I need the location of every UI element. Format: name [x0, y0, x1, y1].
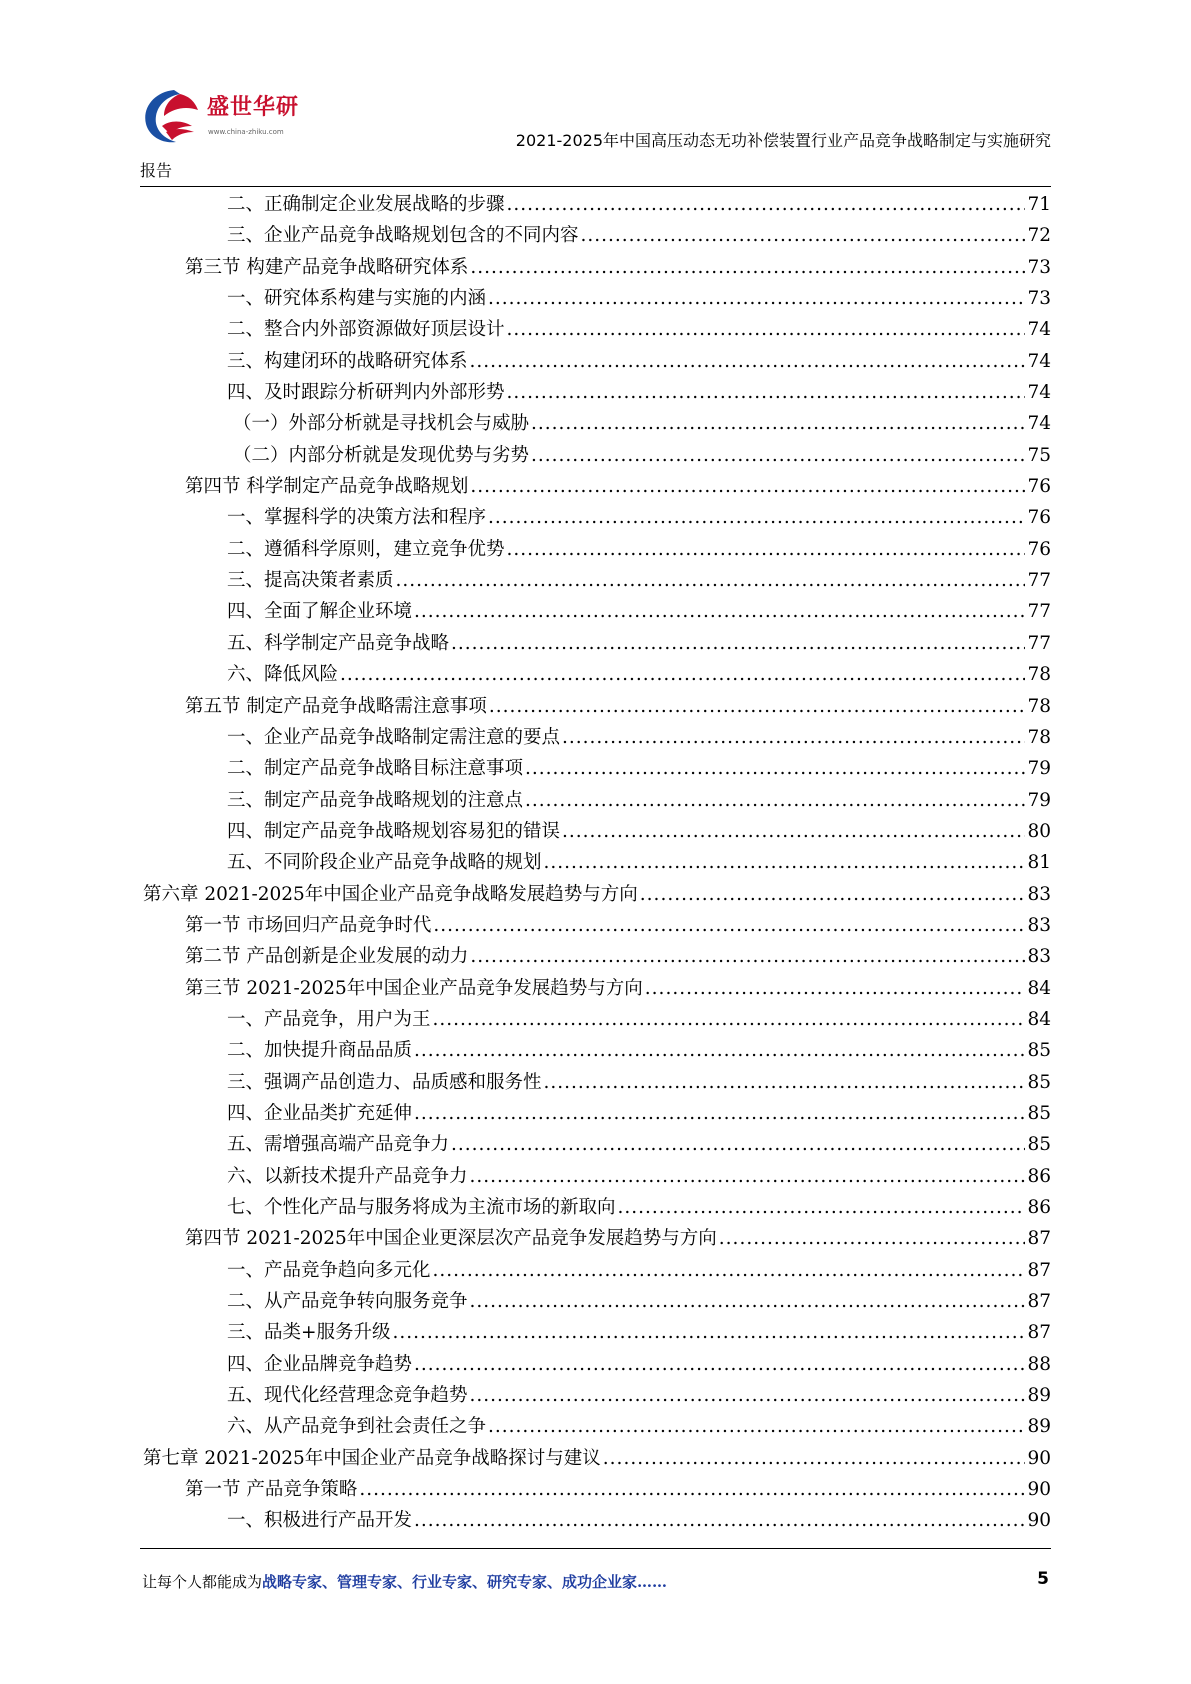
toc-entry[interactable] [143, 596, 1051, 627]
toc-leader-dots [414, 1035, 1025, 1066]
toc-entry-title: 第五节 制定产品竞争战略需注意事项 [185, 695, 487, 717]
toc-entry-page: 71 [1027, 194, 1051, 215]
toc-entry[interactable] [143, 1317, 1051, 1348]
toc-entry[interactable] [143, 377, 1051, 408]
toc-entry[interactable] [143, 879, 1051, 910]
toc-entry-page: 85 [1027, 1102, 1051, 1124]
toc-leader-dots [562, 816, 1025, 847]
toc-entry[interactable] [143, 1035, 1051, 1066]
toc-leader-dots [645, 973, 1026, 1004]
toc-entry-title: 三、企业产品竞争战略规划包含的不同内容 [227, 225, 579, 247]
toc-leader-dots [451, 1129, 1025, 1160]
toc-entry-title: 五、科学制定产品竞争战略 [227, 632, 450, 654]
toc-entry-page: 87 [1027, 1322, 1051, 1344]
toc-entry-page: 84 [1027, 1008, 1051, 1030]
toc-leader-dots [489, 691, 1026, 722]
toc-entry[interactable] [143, 1004, 1051, 1035]
toc-entry[interactable] [143, 628, 1051, 659]
toc-entry-title: 二、制定产品竞争战略目标注意事项 [227, 758, 524, 780]
toc-entry-title: 二、遵循科学原则，建立竞争优势 [227, 538, 505, 560]
logo-swirl-icon [140, 86, 210, 148]
toc-entry[interactable] [143, 408, 1051, 439]
toc-leader-dots [414, 1098, 1025, 1129]
toc-entry-page: 85 [1027, 1071, 1051, 1093]
toc-entry-title: 三、强调产品创造力、品质感和服务性 [227, 1071, 542, 1093]
toc-entry-page: 90 [1027, 1479, 1051, 1501]
toc-entry[interactable] [143, 220, 1051, 251]
toc-entry-page: 76 [1027, 507, 1051, 529]
toc-entry-page: 74 [1027, 382, 1051, 404]
toc-entry-page: 78 [1027, 664, 1051, 686]
toc-entry-page: 83 [1027, 914, 1051, 936]
toc-entry-title: 六、以新技术提升产品竞争力 [227, 1165, 468, 1187]
toc-leader-dots [525, 753, 1025, 784]
toc-entry-page: 78 [1027, 726, 1051, 748]
toc-entry-page: 74 [1027, 413, 1051, 435]
toc-entry-page: 78 [1027, 695, 1051, 717]
toc-entry[interactable] [143, 691, 1051, 722]
toc-entry[interactable] [143, 659, 1051, 690]
toc-entry[interactable] [143, 471, 1051, 502]
toc-entry-page: 79 [1027, 789, 1051, 811]
company-logo [140, 86, 320, 148]
toc-entry-title: 四、制定产品竞争战略规划容易犯的错误 [227, 820, 561, 842]
toc-leader-dots [433, 910, 1025, 941]
toc-entry-title: 一、产品竞争趋向多元化 [227, 1259, 431, 1281]
footer-slogan-highlight: 战略专家、管理专家、行业专家、研究专家、成功企业家…… [262, 1573, 668, 1591]
toc-leader-dots [414, 1505, 1025, 1536]
toc-entry-title: 第三节 2021-2025年中国企业产品竞争发展趋势与方向 [185, 977, 643, 999]
toc-entry[interactable] [143, 283, 1051, 314]
toc-entry[interactable] [143, 1067, 1051, 1098]
toc-entry-page: 85 [1027, 1040, 1051, 1062]
toc-entry-page: 87 [1027, 1291, 1051, 1313]
toc-entry-page: 87 [1027, 1259, 1051, 1281]
toc-entry-title: 第四节 科学制定产品竞争战略规划 [185, 476, 469, 498]
toc-leader-dots [531, 408, 1025, 439]
toc-entry[interactable] [143, 502, 1051, 533]
toc-entry-title: 二、从产品竞争转向服务竞争 [227, 1291, 468, 1313]
toc-entry-page: 84 [1027, 977, 1051, 999]
toc-entry-page: 79 [1027, 758, 1051, 780]
toc-entry-page: 83 [1027, 883, 1051, 905]
toc-leader-dots [719, 1223, 1026, 1254]
toc-entry[interactable] [143, 346, 1051, 377]
toc-entry[interactable] [143, 1255, 1051, 1286]
toc-leader-dots [433, 1004, 1026, 1035]
toc-entry-title: 二、加快提升商品品质 [227, 1040, 413, 1062]
toc-entry-title: 三、构建闭环的战略研究体系 [227, 350, 468, 372]
toc-entry[interactable] [143, 1380, 1051, 1411]
toc-entry[interactable] [143, 1192, 1051, 1223]
toc-leader-dots [414, 596, 1025, 627]
toc-entry-title: 第三节 构建产品竞争战略研究体系 [185, 256, 469, 278]
toc-entry-page: 76 [1027, 538, 1051, 560]
toc-leader-dots [414, 1349, 1025, 1380]
toc-entry-title: 二、整合内外部资源做好顶层设计 [227, 319, 505, 341]
toc-entry-title: 三、品类+服务升级 [227, 1322, 391, 1344]
toc-leader-dots [340, 659, 1025, 690]
toc-entry-title: （二）内部分析就是发现优势与劣势 [233, 444, 530, 466]
toc-entry-page: 87 [1027, 1228, 1051, 1250]
toc-entry[interactable] [143, 1098, 1051, 1129]
toc-entry-title: 第一节 市场回归产品竞争时代 [185, 914, 432, 936]
toc-entry[interactable] [143, 314, 1051, 345]
toc-entry-title: 一、掌握科学的决策方法和程序 [227, 507, 487, 529]
toc-entry-title: （一）外部分析就是寻找机会与威胁 [233, 413, 530, 435]
report-title-continued: 报告 [140, 161, 173, 180]
footer-slogan-prefix: 让每个人都能成为 [142, 1573, 263, 1591]
toc-leader-dots [470, 1380, 1026, 1411]
footer-slogan [142, 1571, 667, 1592]
toc-entry[interactable] [143, 785, 1051, 816]
toc-entry-page: 86 [1027, 1165, 1051, 1187]
toc-entry-page: 74 [1027, 350, 1051, 372]
toc-entry-title: 三、制定产品竞争战略规划的注意点 [227, 789, 524, 811]
toc-entry[interactable] [143, 753, 1051, 784]
toc-leader-dots [470, 252, 1025, 283]
toc-entry[interactable] [143, 1161, 1051, 1192]
toc-leader-dots [507, 534, 1026, 565]
toc-leader-dots [618, 1192, 1026, 1223]
toc-leader-dots [507, 377, 1026, 408]
toc-entry[interactable] [143, 1286, 1051, 1317]
toc-leader-dots [640, 879, 1026, 910]
toc-entry-page: 89 [1027, 1385, 1051, 1407]
toc-entry[interactable] [143, 1129, 1051, 1160]
toc-leader-dots [544, 847, 1026, 878]
toc-entry-title: 一、企业产品竞争战略制定需注意的要点 [227, 726, 561, 748]
toc-entry[interactable] [143, 1443, 1051, 1474]
toc-entry-page: 75 [1027, 444, 1051, 466]
toc-entry-title: 一、产品竞争，用户为王 [227, 1008, 431, 1030]
toc-entry-title: 七、个性化产品与服务将成为主流市场的新取向 [227, 1197, 616, 1218]
toc-entry-title: 第七章 2021-2025年中国企业产品竞争战略探讨与建议 [143, 1447, 601, 1469]
toc-entry[interactable] [143, 816, 1051, 847]
toc-entry-page: 81 [1027, 852, 1051, 874]
toc-entry-title: 第一节 产品竞争策略 [185, 1479, 358, 1501]
toc-leader-dots [562, 722, 1025, 753]
toc-entry-title: 第六章 2021-2025年中国企业产品竞争战略发展趋势与方向 [143, 883, 638, 905]
toc-leader-dots [393, 1317, 1026, 1348]
toc-entry[interactable] [143, 440, 1051, 471]
toc-entry-title: 一、研究体系构建与实施的内涵 [227, 288, 487, 310]
toc-entry-title: 五、需增强高端产品竞争力 [227, 1134, 450, 1156]
toc-entry-page: 90 [1027, 1510, 1051, 1532]
toc-entry[interactable] [143, 565, 1051, 596]
toc-entry-page: 89 [1027, 1416, 1051, 1438]
toc-entry-title: 一、积极进行产品开发 [227, 1510, 413, 1532]
toc-entry[interactable] [143, 534, 1051, 565]
toc-entry-page: 72 [1027, 225, 1051, 247]
toc-leader-dots [507, 189, 1026, 220]
toc-entry-page: 86 [1027, 1197, 1051, 1218]
toc-leader-dots [531, 440, 1025, 471]
toc-entry[interactable] [143, 1474, 1051, 1505]
toc-entry-page: 88 [1027, 1353, 1051, 1375]
toc-entry-page: 76 [1027, 476, 1051, 498]
toc-leader-dots [507, 314, 1026, 345]
logo-brand-name: 盛世华研 [207, 95, 300, 120]
page-number: 5 [1037, 1569, 1049, 1589]
toc-entry-page: 73 [1027, 288, 1051, 310]
toc-entry-page: 80 [1027, 820, 1051, 842]
toc-leader-dots [488, 1411, 1025, 1442]
toc-entry-title: 四、及时跟踪分析研判内外部形势 [227, 382, 505, 404]
toc-entry-title: 四、企业品牌竞争趋势 [227, 1353, 413, 1375]
toc-leader-dots [451, 628, 1025, 659]
header-divider [140, 186, 1051, 187]
toc-entry-title: 六、从产品竞争到社会责任之争 [227, 1416, 487, 1438]
toc-entry[interactable] [143, 910, 1051, 941]
toc-entry-title: 三、提高决策者素质 [227, 570, 394, 592]
toc-entry-page: 74 [1027, 319, 1051, 341]
toc-entry-page: 77 [1027, 570, 1051, 592]
toc-entry-title: 五、现代化经营理念竞争趋势 [227, 1385, 468, 1407]
toc-leader-dots [396, 565, 1026, 596]
toc-leader-dots [488, 502, 1025, 533]
toc-leader-dots [470, 346, 1026, 377]
toc-entry[interactable] [143, 1349, 1051, 1380]
toc-leader-dots [470, 471, 1025, 502]
toc-entry[interactable] [143, 847, 1051, 878]
toc-entry[interactable] [143, 1505, 1051, 1536]
toc-entry-page: 83 [1027, 946, 1051, 968]
toc-entry-title: 二、正确制定企业发展战略的步骤 [227, 194, 505, 215]
toc-entry[interactable] [143, 973, 1051, 1004]
toc-entry[interactable] [143, 722, 1051, 753]
table-of-contents [143, 189, 1051, 1537]
toc-leader-dots [581, 220, 1026, 251]
toc-entry[interactable] [143, 1223, 1051, 1254]
toc-entry-page: 90 [1027, 1447, 1051, 1469]
toc-entry-page: 77 [1027, 632, 1051, 654]
toc-entry[interactable] [143, 252, 1051, 283]
toc-entry[interactable] [143, 941, 1051, 972]
toc-leader-dots [544, 1067, 1026, 1098]
toc-leader-dots [470, 1161, 1026, 1192]
footer-divider [140, 1548, 1051, 1549]
toc-entry[interactable] [143, 189, 1051, 220]
toc-entry-title: 五、不同阶段企业产品竞争战略的规划 [227, 852, 542, 874]
toc-leader-dots [603, 1443, 1026, 1474]
toc-entry-page: 73 [1027, 256, 1051, 278]
toc-leader-dots [433, 1255, 1026, 1286]
toc-leader-dots [359, 1474, 1025, 1505]
toc-leader-dots [470, 1286, 1026, 1317]
toc-leader-dots [525, 785, 1025, 816]
report-title: 2021-2025年中国高压动态无功补偿装置行业产品竞争战略制定与实施研究 [515, 131, 1051, 150]
toc-entry-page: 77 [1027, 601, 1051, 623]
toc-entry-title: 第二节 产品创新是企业发展的动力 [185, 946, 469, 968]
toc-entry-title: 第四节 2021-2025年中国企业更深层次产品竞争发展趋势与方向 [185, 1228, 717, 1250]
toc-entry-title: 六、降低风险 [227, 664, 339, 686]
toc-leader-dots [470, 941, 1025, 972]
toc-leader-dots [488, 283, 1025, 314]
toc-entry-title: 四、全面了解企业环境 [227, 601, 413, 623]
logo-url: www.china-zhiku.com [208, 128, 284, 136]
toc-entry[interactable] [143, 1411, 1051, 1442]
toc-entry-title: 四、企业品类扩充延伸 [227, 1102, 413, 1124]
toc-entry-page: 85 [1027, 1134, 1051, 1156]
